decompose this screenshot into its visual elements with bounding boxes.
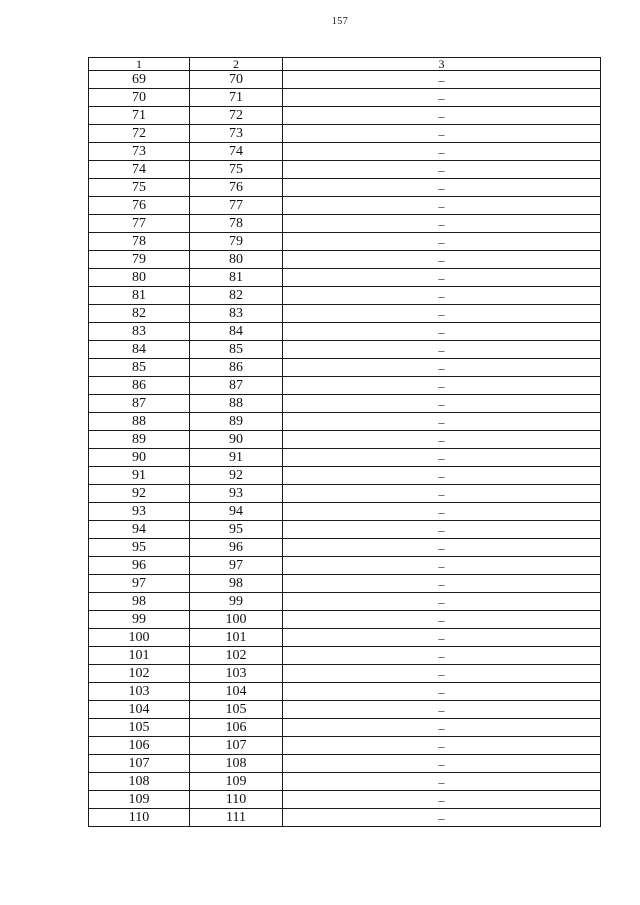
table-cell-col-2: 100 [190,611,283,629]
table-cell-col-1: 77 [89,215,190,233]
table-cell-col-1: 106 [89,737,190,755]
table-cell-col-2: 96 [190,539,283,557]
table-cell-col-3: – [283,737,601,755]
table-cell-col-3: – [283,269,601,287]
table-cell-col-3: – [283,161,601,179]
table-cell-col-3: – [283,575,601,593]
table-cell-col-2: 84 [190,323,283,341]
table-row [89,71,601,89]
table-cell-col-2: 102 [190,647,283,665]
table-cell-col-3: – [283,611,601,629]
table-row [89,665,601,683]
table-cell-col-1: 73 [89,143,190,161]
table-cell-col-3: – [283,485,601,503]
table-cell-col-2: 98 [190,575,283,593]
table-row [89,287,601,305]
table-cell-col-2: 83 [190,305,283,323]
table-cell-col-3: – [283,557,601,575]
table-cell-col-1: 80 [89,269,190,287]
table-cell-col-3: – [283,791,601,809]
table-row [89,629,601,647]
table-cell-col-2: 107 [190,737,283,755]
table-cell-col-2: 101 [190,629,283,647]
table-cell-col-3: – [283,647,601,665]
table-cell-col-1: 103 [89,683,190,701]
column-header-3: 3 [283,58,601,71]
table-cell-col-2: 88 [190,395,283,413]
table-cell-col-3: – [283,359,601,377]
table-cell-col-2: 91 [190,449,283,467]
table-row [89,611,601,629]
table-cell-col-1: 72 [89,125,190,143]
table-row [89,89,601,107]
table-cell-col-1: 85 [89,359,190,377]
table-cell-col-3: – [283,593,601,611]
table-row [89,413,601,431]
table-cell-col-2: 94 [190,503,283,521]
table-cell-col-3: – [283,125,601,143]
table-cell-col-2: 99 [190,593,283,611]
table-cell-col-2: 85 [190,341,283,359]
table-cell-col-3: – [283,449,601,467]
table-cell-col-1: 92 [89,485,190,503]
table-cell-col-1: 95 [89,539,190,557]
table-cell-col-1: 78 [89,233,190,251]
table-cell-col-2: 77 [190,197,283,215]
table-cell-col-1: 88 [89,413,190,431]
table-cell-col-1: 89 [89,431,190,449]
table-cell-col-1: 97 [89,575,190,593]
table-row [89,449,601,467]
table-row [89,359,601,377]
table-cell-col-1: 101 [89,647,190,665]
table-cell-col-3: – [283,215,601,233]
table-cell-col-3: – [283,143,601,161]
table-cell-col-3: – [283,503,601,521]
table-row [89,179,601,197]
table-cell-col-3: – [283,305,601,323]
table-cell-col-2: 79 [190,233,283,251]
table-cell-col-2: 71 [190,89,283,107]
table-row [89,503,601,521]
table-row [89,233,601,251]
table-cell-col-2: 97 [190,557,283,575]
table-row [89,107,601,125]
column-header-1: 1 [89,58,190,71]
data-table [88,57,601,827]
table-cell-col-1: 91 [89,467,190,485]
table-row [89,701,601,719]
table-row [89,377,601,395]
table-cell-col-3: – [283,197,601,215]
table-cell-col-2: 92 [190,467,283,485]
table-cell-col-3: – [283,683,601,701]
table-cell-col-2: 110 [190,791,283,809]
table-cell-col-3: – [283,719,601,737]
table-row [89,161,601,179]
table-cell-col-1: 94 [89,521,190,539]
table-cell-col-2: 86 [190,359,283,377]
table-cell-col-1: 86 [89,377,190,395]
table-row [89,719,601,737]
table-cell-col-3: – [283,251,601,269]
table-cell-col-1: 107 [89,755,190,773]
table-cell-col-3: – [283,287,601,305]
table-cell-col-1: 71 [89,107,190,125]
table-row [89,341,601,359]
table-cell-col-1: 100 [89,629,190,647]
table-row [89,467,601,485]
table-cell-col-2: 73 [190,125,283,143]
table-cell-col-1: 75 [89,179,190,197]
table-row [89,737,601,755]
table-row [89,143,601,161]
table-cell-col-2: 80 [190,251,283,269]
table-cell-col-1: 108 [89,773,190,791]
table-cell-col-2: 75 [190,161,283,179]
table-cell-col-2: 81 [190,269,283,287]
table-cell-col-2: 74 [190,143,283,161]
table-cell-col-3: – [283,233,601,251]
table-cell-col-3: – [283,377,601,395]
table-cell-col-1: 82 [89,305,190,323]
table-row [89,791,601,809]
table-cell-col-1: 79 [89,251,190,269]
table-cell-col-2: 104 [190,683,283,701]
table-row [89,197,601,215]
table-cell-col-1: 84 [89,341,190,359]
table-body [89,71,601,827]
table-cell-col-3: – [283,521,601,539]
table-cell-col-3: – [283,413,601,431]
table-cell-col-2: 82 [190,287,283,305]
table-cell-col-3: – [283,323,601,341]
table-cell-col-2: 106 [190,719,283,737]
table-cell-col-2: 78 [190,215,283,233]
table-cell-col-2: 90 [190,431,283,449]
table-row [89,215,601,233]
table-cell-col-3: – [283,809,601,827]
table-cell-col-2: 103 [190,665,283,683]
table-cell-col-1: 93 [89,503,190,521]
table-header-row [89,58,601,71]
table-row [89,683,601,701]
table-cell-col-3: – [283,629,601,647]
table-cell-col-1: 104 [89,701,190,719]
table-row [89,575,601,593]
table-cell-col-1: 69 [89,71,190,89]
table-row [89,539,601,557]
table-cell-col-1: 74 [89,161,190,179]
table-cell-col-1: 70 [89,89,190,107]
table-cell-col-1: 83 [89,323,190,341]
table-row [89,593,601,611]
table-row [89,431,601,449]
table-cell-col-3: – [283,665,601,683]
table-cell-col-2: 109 [190,773,283,791]
table-cell-col-2: 105 [190,701,283,719]
table-cell-col-1: 99 [89,611,190,629]
table-cell-col-2: 95 [190,521,283,539]
table-cell-col-3: – [283,107,601,125]
table-cell-col-3: – [283,431,601,449]
table-cell-col-3: – [283,755,601,773]
table-cell-col-1: 81 [89,287,190,305]
table-cell-col-3: – [283,539,601,557]
table-cell-col-1: 87 [89,395,190,413]
table-cell-col-1: 105 [89,719,190,737]
table-row [89,647,601,665]
table-row [89,755,601,773]
table-cell-col-3: – [283,179,601,197]
table-cell-col-1: 102 [89,665,190,683]
table-row [89,557,601,575]
table-cell-col-1: 98 [89,593,190,611]
table-cell-col-3: – [283,341,601,359]
table-row [89,125,601,143]
table-cell-col-3: – [283,701,601,719]
column-header-2: 2 [190,58,283,71]
table-cell-col-2: 87 [190,377,283,395]
table-cell-col-3: – [283,467,601,485]
table-cell-col-2: 76 [190,179,283,197]
table-cell-col-1: 76 [89,197,190,215]
table-row [89,305,601,323]
table-row [89,485,601,503]
table-cell-col-2: 70 [190,71,283,89]
table-row [89,251,601,269]
table-cell-col-2: 89 [190,413,283,431]
table-cell-col-3: – [283,89,601,107]
table-row [89,521,601,539]
table-row [89,269,601,287]
table-cell-col-1: 110 [89,809,190,827]
table-cell-col-2: 111 [190,809,283,827]
table-row [89,809,601,827]
table-cell-col-1: 109 [89,791,190,809]
page-number: 157 [331,16,349,27]
table-cell-col-3: – [283,71,601,89]
table-cell-col-3: – [283,773,601,791]
table-cell-col-1: 96 [89,557,190,575]
table-row [89,773,601,791]
table-cell-col-1: 90 [89,449,190,467]
table-cell-col-3: – [283,395,601,413]
table-row [89,395,601,413]
table-cell-col-2: 72 [190,107,283,125]
table-cell-col-2: 108 [190,755,283,773]
table-cell-col-2: 93 [190,485,283,503]
table-row [89,323,601,341]
